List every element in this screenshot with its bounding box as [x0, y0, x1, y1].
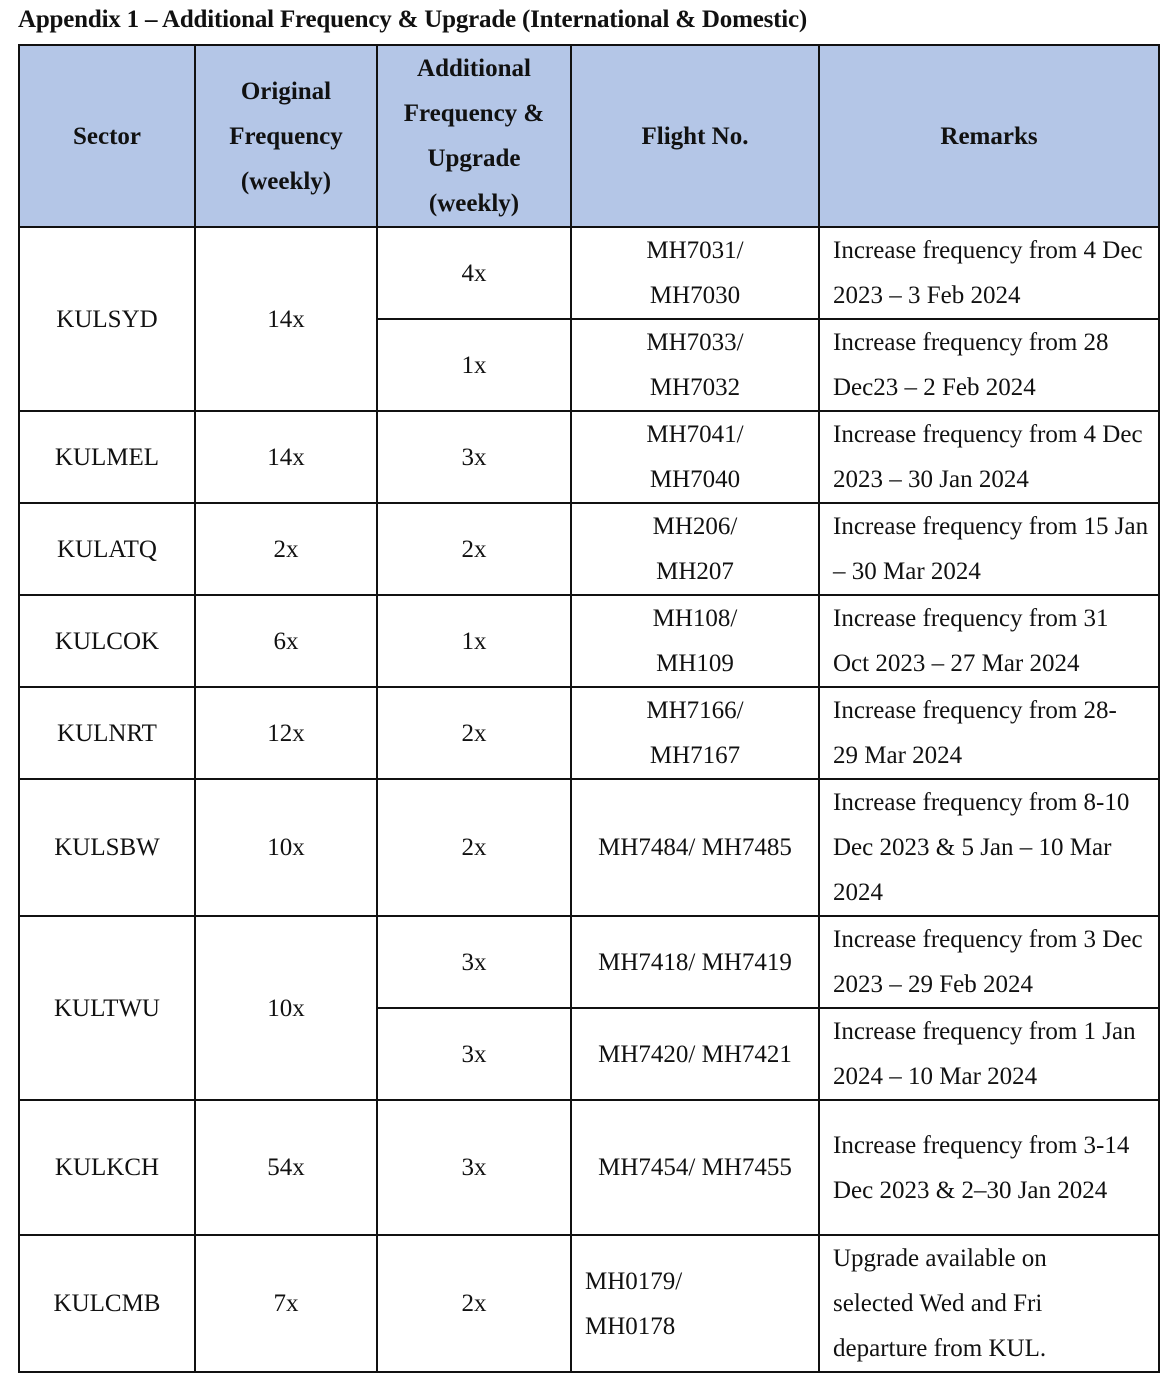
header-original-frequency-label: Original Frequency (weekly)	[229, 77, 343, 195]
header-additional-frequency-label: Additional Frequency & Upgrade (weekly)	[403, 55, 545, 217]
flight-no-cell: MH206/ MH207	[571, 503, 819, 595]
original-frequency-cell: 2x	[195, 503, 377, 595]
original-frequency-cell: 14x	[195, 411, 377, 503]
additional-frequency-cell: 1x	[377, 319, 571, 411]
flight-no-cell: MH7484/ MH7485	[571, 779, 819, 916]
flight-no-cell: MH7166/ MH7167	[571, 687, 819, 779]
remarks-cell: Increase frequency from 3 Dec 2023 – 29 Feb 2024	[819, 916, 1159, 1008]
header-flight-no-label: Flight No.	[641, 122, 749, 150]
remarks-cell: Increase frequency from 1 Jan 2024 – 10 Mar 2024	[819, 1008, 1159, 1100]
flight-no-cell: MH7031/ MH7030	[571, 227, 819, 319]
remarks-cell: Increase frequency from 8-10 Dec 2023 & 5 Jan – 10 Mar 2024	[819, 779, 1159, 916]
original-frequency-cell: 7x	[195, 1235, 377, 1372]
header-additional-frequency	[377, 45, 571, 227]
remarks-cell: Increase frequency from 4 Dec 2023 – 3 Feb 2024	[819, 227, 1159, 319]
original-frequency-cell: 54x	[195, 1100, 377, 1235]
table-row	[19, 779, 1159, 916]
sector-cell: KULSYD	[19, 227, 195, 411]
header-remarks	[819, 45, 1159, 227]
remarks-cell: Increase frequency from 15 Jan – 30 Mar 2024	[819, 503, 1159, 595]
remarks-cell: Upgrade available on selected Wed and Fri departure from KUL.	[819, 1235, 1159, 1372]
additional-frequency-cell: 1x	[377, 595, 571, 687]
additional-frequency-cell: 4x	[377, 227, 571, 319]
flight-no-cell: MH7041/ MH7040	[571, 411, 819, 503]
header-sector-label: Sector	[72, 122, 142, 150]
remarks-cell: Increase frequency from 4 Dec 2023 – 30 Jan 2024	[819, 411, 1159, 503]
table-row	[19, 687, 1159, 779]
header-flight-no	[571, 45, 819, 227]
additional-frequency-cell: 3x	[377, 916, 571, 1008]
sector-cell: KULATQ	[19, 503, 195, 595]
remarks-cell: Increase frequency from 31 Oct 2023 – 27 Mar 2024	[819, 595, 1159, 687]
sector-cell: KULCOK	[19, 595, 195, 687]
remarks-cell: Increase frequency from 3-14 Dec 2023 & 2–30 Jan 2024	[819, 1100, 1159, 1235]
table-row	[19, 1100, 1159, 1235]
original-frequency-cell: 10x	[195, 916, 377, 1100]
table-row	[19, 411, 1159, 503]
table-row	[19, 595, 1159, 687]
sector-cell: KULCMB	[19, 1235, 195, 1372]
original-frequency-cell: 6x	[195, 595, 377, 687]
original-frequency-cell: 12x	[195, 687, 377, 779]
additional-frequency-cell: 3x	[377, 411, 571, 503]
original-frequency-cell: 10x	[195, 779, 377, 916]
flight-no-cell: MH7420/ MH7421	[571, 1008, 819, 1100]
header-sector	[19, 45, 195, 227]
frequency-table	[18, 44, 1160, 1373]
flight-no-cell: MH7033/ MH7032	[571, 319, 819, 411]
table-row	[19, 503, 1159, 595]
flight-no-cell: MH0179/ MH0178	[571, 1235, 819, 1372]
sector-cell: KULNRT	[19, 687, 195, 779]
flight-no-cell: MH7454/ MH7455	[571, 1100, 819, 1235]
flight-no-cell: MH7418/ MH7419	[571, 916, 819, 1008]
additional-frequency-cell: 2x	[377, 779, 571, 916]
table-row	[19, 916, 1159, 1008]
sector-cell: KULSBW	[19, 779, 195, 916]
header-original-frequency	[195, 45, 377, 227]
page-title: Appendix 1 – Additional Frequency & Upgrade (International & Domestic)	[18, 6, 808, 33]
header-remarks-label: Remarks	[940, 122, 1038, 150]
additional-frequency-cell: 3x	[377, 1100, 571, 1235]
additional-frequency-cell: 3x	[377, 1008, 571, 1100]
sector-cell: KULTWU	[19, 916, 195, 1100]
sector-cell: KULMEL	[19, 411, 195, 503]
sector-cell: KULKCH	[19, 1100, 195, 1235]
flight-no-cell: MH108/ MH109	[571, 595, 819, 687]
table-row	[19, 227, 1159, 319]
additional-frequency-cell: 2x	[377, 1235, 571, 1372]
additional-frequency-cell: 2x	[377, 687, 571, 779]
original-frequency-cell: 14x	[195, 227, 377, 411]
header-row	[19, 45, 1159, 227]
table-row	[19, 1235, 1159, 1372]
remarks-cell: Increase frequency from 28-29 Mar 2024	[819, 687, 1159, 779]
remarks-cell: Increase frequency from 28 Dec23 – 2 Feb 2024	[819, 319, 1159, 411]
additional-frequency-cell: 2x	[377, 503, 571, 595]
